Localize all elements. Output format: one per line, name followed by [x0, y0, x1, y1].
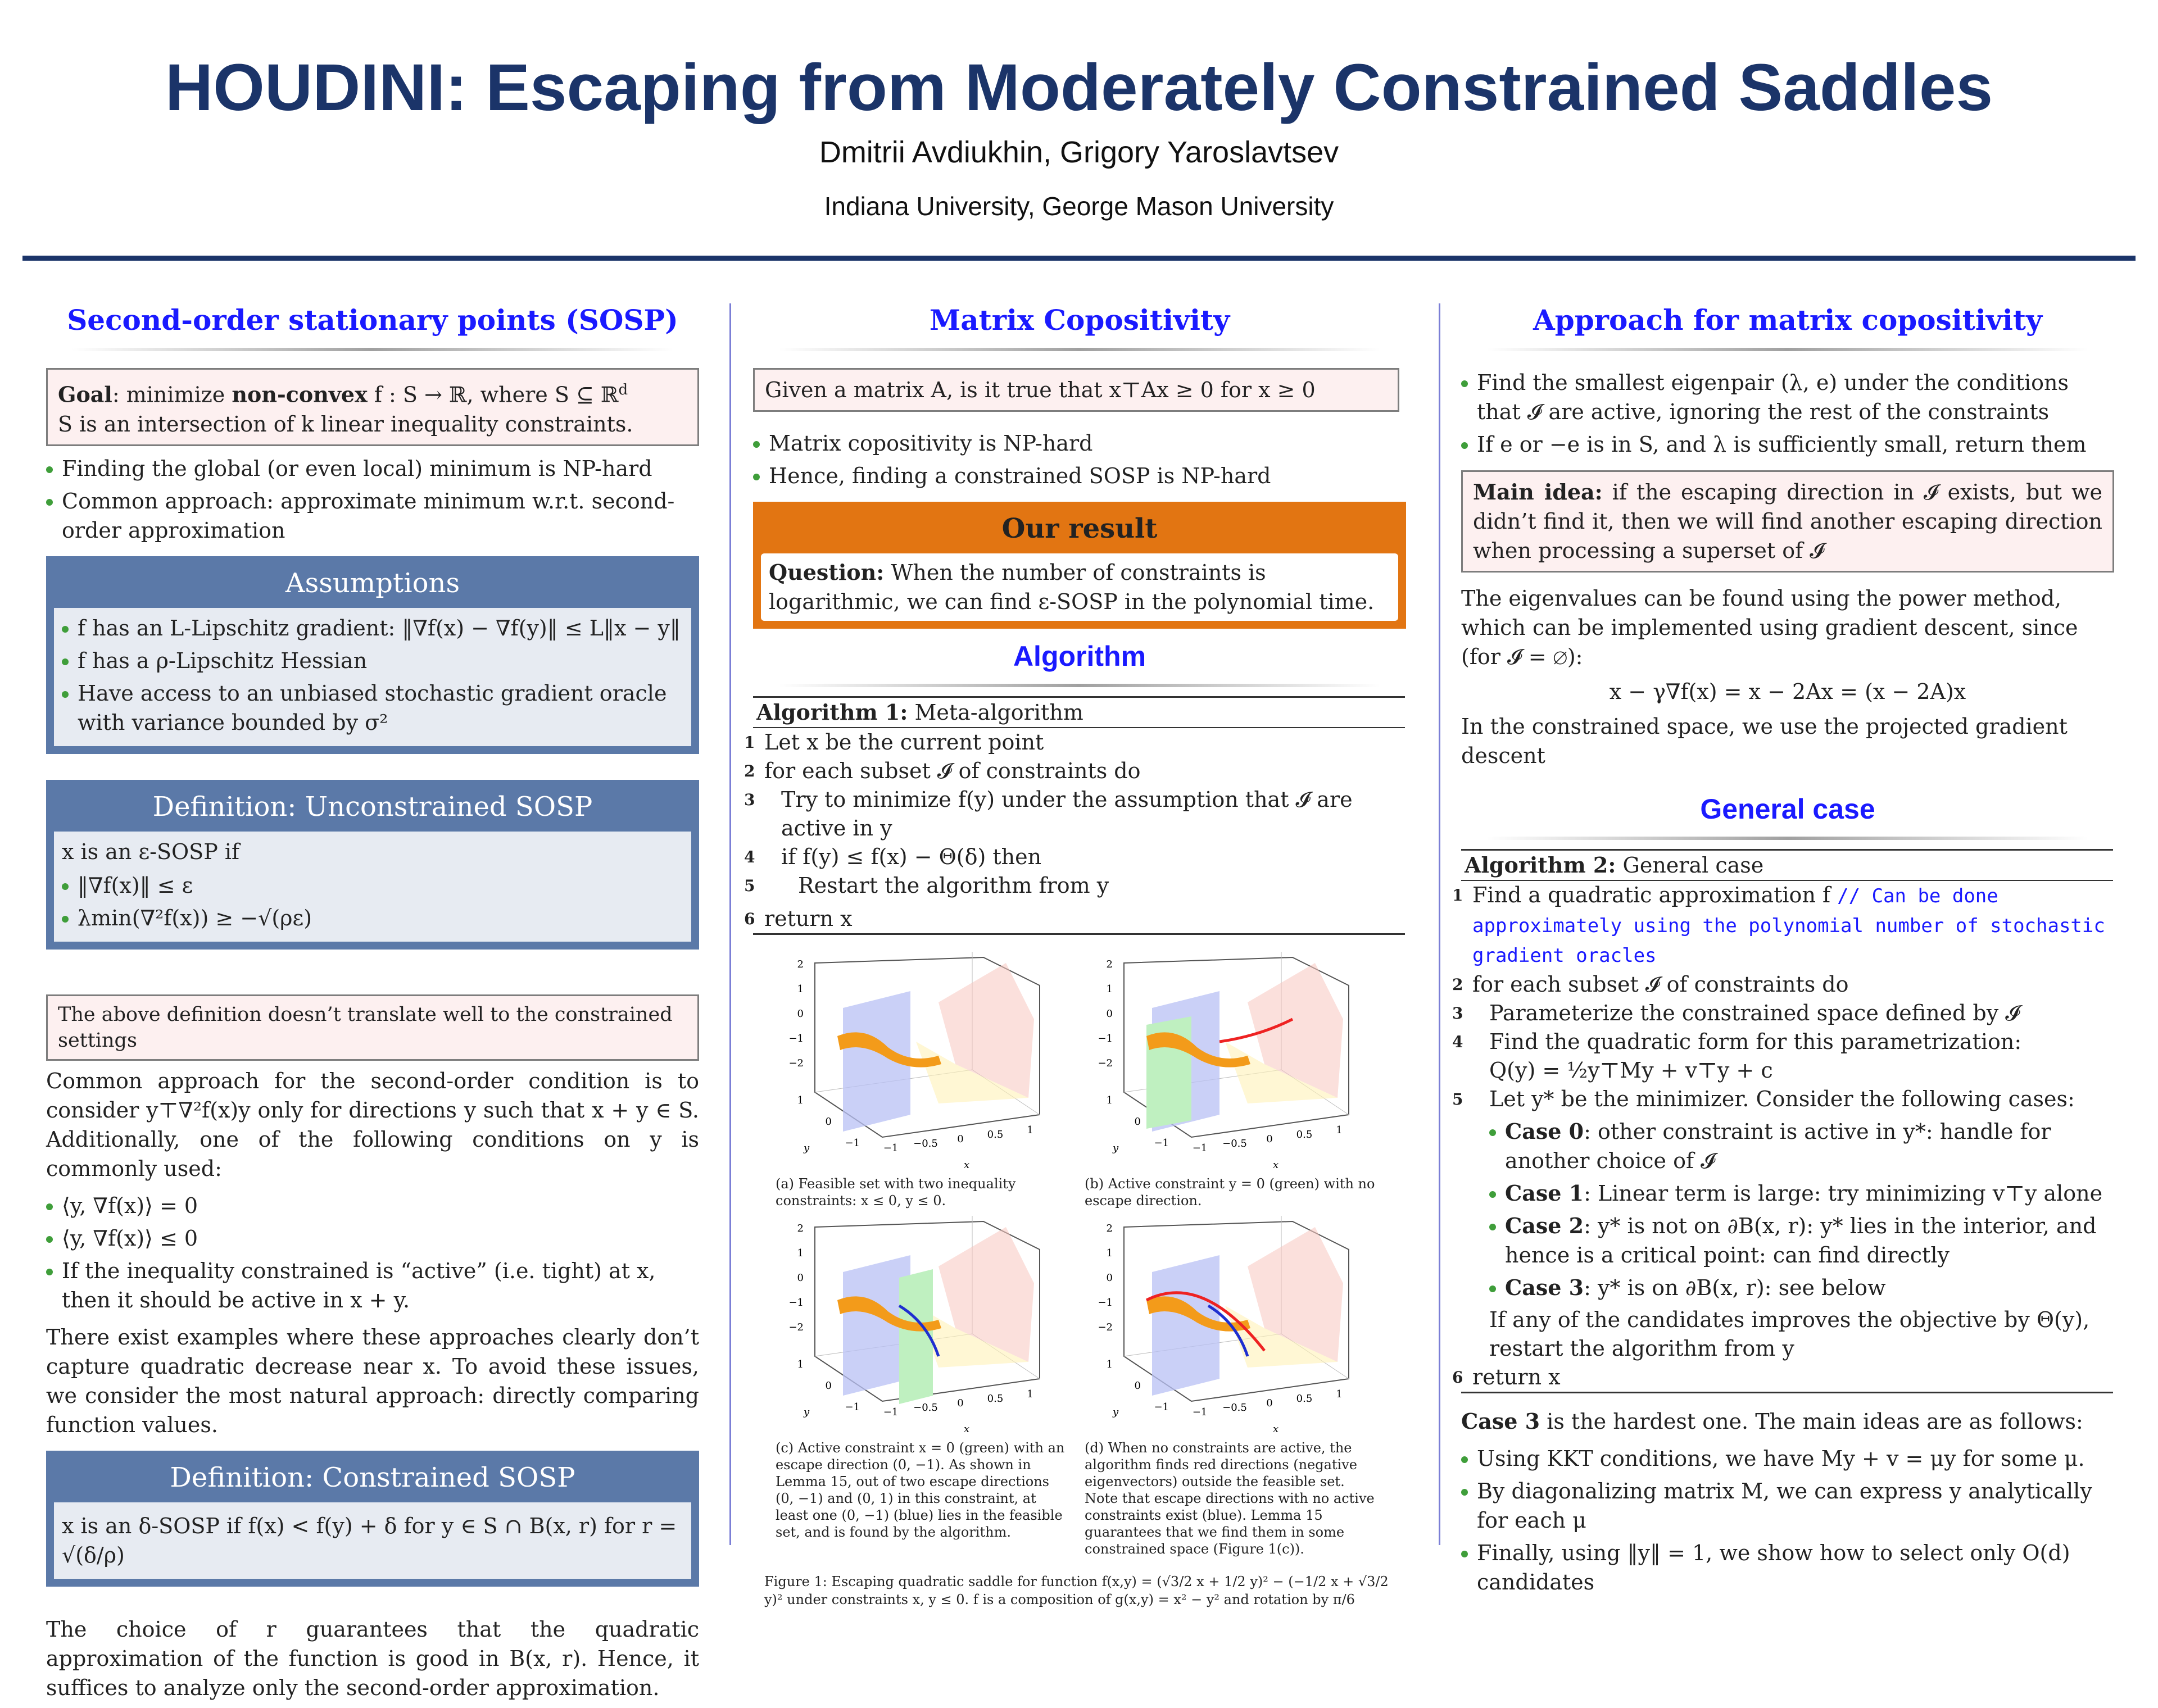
z-tick-label: −2 — [1098, 1321, 1113, 1333]
main-idea-label: Main idea: — [1473, 479, 1603, 505]
section-title-copositivity: Matrix Copositivity — [929, 303, 1230, 337]
section-rule — [779, 348, 1380, 351]
algorithm-line: 1 Find a quadratic approximation f // Can be done approximately using the polynomial number of stochastic gradient oracles — [1452, 883, 2105, 967]
y-tick-label: 1 — [797, 1359, 804, 1370]
z-tick-label: 1 — [797, 1247, 804, 1259]
y-tick-label: 0 — [1134, 1116, 1141, 1128]
x-tick-label: −0.5 — [913, 1402, 938, 1414]
x-axis-label: x — [1273, 1423, 1279, 1435]
z-tick-label: 2 — [797, 1223, 804, 1234]
z-tick-label: 0 — [1106, 1008, 1113, 1020]
poster-title: HOUDINI: Escaping from Moderately Constrained Saddles — [165, 51, 1993, 125]
algorithm-line: 2 for each subset 𝓘 of constraints do — [744, 758, 1141, 783]
case-item: Case 2: y* is not on ∂B(x, r): y* lies in the interior, and hence is a critical point: can find directly — [1489, 1211, 2113, 1270]
algorithm-line: 5 Restart the algorithm from y — [744, 873, 1109, 898]
assumptions-title: Assumptions — [285, 567, 460, 599]
algorithm-line: 6 return x — [753, 905, 1405, 935]
paragraph: Case 3 is the hardest one. The main ideas are as follows: — [1461, 1409, 2083, 1434]
y-tick-label: 1 — [1106, 1094, 1113, 1106]
y-tick-label: −1 — [845, 1401, 860, 1413]
section-title-algorithm: Algorithm — [1013, 640, 1146, 672]
z-tick-label: −1 — [788, 1033, 804, 1044]
definition-constrained-box — [46, 1451, 699, 1587]
goal-box — [46, 368, 699, 446]
x-tick-label: 1 — [1336, 1388, 1343, 1400]
algorithm-line: 4 if f(y) ≤ f(x) − Θ(δ) then — [744, 844, 1042, 869]
question-text: When the number of constraints is logarithmic, we can find ε-SOSP in the polynomial time. — [769, 560, 1375, 614]
equation: x − γ∇f(x) = x − 2Ax = (x − 2A)x — [1609, 679, 1966, 704]
case-item: Case 0: other constraint is active in y*: handle for another choice of 𝓘 — [1489, 1117, 2113, 1175]
z-tick-label: 0 — [797, 1008, 804, 1020]
z-tick-label: 1 — [1106, 1247, 1113, 1259]
x-axis-label: x — [964, 1423, 970, 1435]
paragraph: The choice of r guarantees that the quadratic approximation of the function is good in B(x, r). Hence, it suffices to analyze only the second-order approximation. — [46, 1616, 699, 1700]
x-tick-label: 0 — [1266, 1133, 1273, 1145]
paragraph: In the constrained space, we use the projected gradient descent — [1461, 714, 2068, 768]
x-axis-label: x — [964, 1159, 970, 1171]
x-tick-label: −1 — [883, 1406, 899, 1418]
bullet-item: If e or −e is in S, and λ is sufficiently small, return them — [1461, 430, 2114, 459]
algorithm-line: 3 Try to minimize f(y) under the assumption that 𝓘 are active in y — [744, 787, 1353, 841]
warning-box: The above definition doesn’t translate well to the constrained settings — [46, 994, 699, 1061]
paragraph: Common approach for the second-order condition is to consider y⊤∇²f(x)y only for directions y such that x + y ∈ S. Additionally, one of the following conditions on y is commonly used: — [46, 1068, 699, 1181]
bullet-item: Finally, using ‖y‖ = 1, we show how to select only O(d) candidates — [1461, 1538, 2114, 1597]
figure-caption: Figure 1: Escaping quadratic saddle for function f(x,y) = (√3/2 x + 1/2 y)² − (−1/2 x + √3/2 y)² under constraints x, y ≤ 0. f is a composition of g(x,y) = x² − y² and rotation by π/6 — [764, 1574, 1389, 1607]
x-tick-label: 0.5 — [1296, 1393, 1313, 1405]
question-label: Question: — [769, 560, 885, 585]
z-tick-label: −2 — [788, 1321, 804, 1333]
x-tick-label: 0.5 — [1296, 1129, 1313, 1141]
algorithm-comment: // Can be done approximately using the polynomial number of stochastic gradient oracles — [1472, 885, 2105, 967]
definition-unconstrained-box — [46, 780, 699, 950]
x-axis-label: x — [1273, 1159, 1279, 1171]
bullet-item: By diagonalizing matrix M, we can express y analytically for each μ — [1461, 1477, 2114, 1535]
plot-panel — [770, 952, 1062, 1171]
goal-label: Goal — [58, 381, 112, 407]
z-tick-label: 0 — [797, 1272, 804, 1284]
x-tick-label: 0 — [1266, 1397, 1273, 1409]
y-tick-label: 1 — [1106, 1359, 1113, 1370]
x-tick-label: −0.5 — [1222, 1138, 1247, 1150]
main-idea-box — [1461, 470, 2114, 573]
y-tick-label: −1 — [845, 1137, 860, 1149]
panel-caption-b: (b) Active constraint y = 0 (green) with no escape direction. — [1085, 1176, 1375, 1209]
definition-unconstrained-title: Definition: Unconstrained SOSP — [152, 791, 593, 823]
z-tick-label: 2 — [1106, 959, 1113, 970]
x-tick-label: 0 — [957, 1397, 964, 1409]
bullet-item: Using KKT conditions, we have My + v = μy for some μ. — [1461, 1444, 2114, 1473]
x-tick-label: 0 — [957, 1133, 964, 1145]
bullet-item: Finding the global (or even local) minimum is NP-hard — [46, 454, 699, 483]
y-tick-label: 0 — [825, 1116, 832, 1128]
algorithm-1-header: Algorithm 1: Meta-algorithm — [753, 696, 1405, 728]
case-item: Case 1: Linear term is large: try minimizing v⊤y alone — [1489, 1179, 2113, 1208]
y-axis-label: y — [804, 1406, 810, 1418]
column-divider — [1439, 303, 1440, 1545]
y-tick-label: 0 — [825, 1380, 832, 1392]
y-tick-label: 0 — [1134, 1380, 1141, 1392]
x-tick-label: 1 — [1027, 1124, 1033, 1136]
definition-constrained-title: Definition: Constrained SOSP — [170, 1461, 575, 1493]
assumptions-list — [62, 614, 683, 737]
goal-line-2: S is an intersection of k linear inequality constraints. — [58, 411, 633, 437]
approach-list — [1461, 368, 2114, 459]
section-rule — [72, 348, 673, 351]
column-divider — [729, 303, 731, 1545]
algorithm-line: 6 return x — [1461, 1363, 2113, 1393]
main-idea-text: if the escaping direction in 𝓘 exists, but we didn’t find it, then we will find another escaping direction when processing a superset of 𝓘 — [1473, 480, 2102, 563]
x-tick-label: −0.5 — [1222, 1402, 1247, 1414]
condition-item: ⟨y, ∇f(x)⟩ ≤ 0 — [46, 1224, 699, 1253]
x-tick-label: −1 — [1192, 1406, 1208, 1418]
goal-bold: non-convex — [232, 381, 368, 407]
copositivity-list — [753, 429, 1406, 490]
header-rule — [22, 256, 2136, 261]
section-title-general-case: General case — [1700, 793, 1875, 825]
condition-item: ⟨y, ∇f(x)⟩ = 0 — [46, 1191, 699, 1220]
x-tick-label: 1 — [1336, 1124, 1343, 1136]
algorithm-2 — [1452, 849, 2113, 1393]
z-tick-label: −1 — [1098, 1297, 1113, 1309]
panel-caption-a: (a) Feasible set with two inequality constraints: x ≤ 0, y ≤ 0. — [776, 1176, 1016, 1209]
paragraph: There exist examples where these approaches clearly don’t capture quadratic decrease near x. To avoid these issues, we consider the most natural approach: directly comparing function values. — [46, 1324, 699, 1437]
algorithm-line: If any of the candidates improves the objective by Θ(y), restart the algorithm from y — [1489, 1307, 2090, 1361]
z-tick-label: 1 — [1106, 983, 1113, 995]
paragraph: The eigenvalues can be found using the power method, which can be implemented using gradient descent, since (for 𝓘 = ∅): — [1461, 586, 2078, 669]
bullet-item: Find the smallest eigenpair (λ, e) under the conditions that 𝓘 are active, ignoring the rest of the constraints — [1461, 368, 2114, 426]
section-title-sosp: Second-order stationary points (SOSP) — [67, 303, 678, 337]
section-rule — [1487, 837, 2088, 840]
definition-item: λmin(∇²f(x)) ≥ −√(ρε) — [62, 903, 683, 933]
algorithm-line: 5 Let y* be the minimizer. Consider the following cases: — [1452, 1087, 2075, 1111]
algorithm-line: 2 for each subset 𝓘 of constraints do — [1452, 972, 1849, 997]
figure-1 — [753, 952, 1406, 1615]
x-tick-label: 0.5 — [987, 1129, 1004, 1141]
plot-panel — [1079, 952, 1371, 1171]
condition-item: If the inequality constrained is “active” (i.e. tight) at x, then it should be active in x + y. — [46, 1256, 699, 1315]
cases-list — [1489, 1117, 2113, 1302]
y-axis-label: y — [804, 1142, 810, 1154]
z-tick-label: −2 — [1098, 1057, 1113, 1069]
goal-text: : minimize — [112, 382, 232, 407]
panel-caption-c: (c) Active constraint x = 0 (green) with an escape direction (0, −1). As shown in Lemma 15, out of two escape directions (0, −1) and (0, 1) in this constraint, at least one (0, −1) (blue) lies in the feasible set, and is found by the algorithm. — [776, 1440, 1065, 1540]
y-axis-label: y — [1113, 1142, 1119, 1154]
y-tick-label: −1 — [1154, 1401, 1169, 1413]
algorithm-2-header: Algorithm 2: General case — [1461, 849, 2113, 881]
plot-panel — [770, 1216, 1062, 1435]
column-middle — [744, 303, 1406, 1615]
x-tick-label: −1 — [883, 1142, 899, 1154]
definition-intro: x is an ε-SOSP if — [62, 839, 240, 864]
section-title-approach: Approach for matrix copositivity — [1533, 303, 2043, 337]
x-tick-label: 0.5 — [987, 1393, 1004, 1405]
z-tick-label: 2 — [797, 959, 804, 970]
goal-text-2: f : S → ℝ, where S ⊆ ℝ — [367, 382, 619, 407]
z-tick-label: −2 — [788, 1057, 804, 1069]
x-tick-label: 1 — [1027, 1388, 1033, 1400]
copositivity-box: Given a matrix A, is it true that x⊤Ax ≥ 0 for x ≥ 0 — [753, 368, 1399, 412]
assumption-item: f has a ρ-Lipschitz Hessian — [62, 646, 683, 675]
bullet-item: Matrix copositivity is NP-hard — [753, 429, 1406, 458]
bullet-item: Hence, finding a constrained SOSP is NP-hard — [753, 461, 1406, 490]
column-right — [1452, 303, 2114, 1605]
section-rule — [779, 684, 1380, 687]
assumptions-box — [46, 556, 699, 754]
z-tick-label: 0 — [1106, 1272, 1113, 1284]
section-rule — [1487, 348, 2088, 351]
z-tick-label: 1 — [797, 983, 804, 995]
algorithm-line: 4 Find the quadratic form for this parametrization: Q(y) = ½y⊤My + v⊤y + c — [1452, 1029, 2022, 1083]
assumption-item: f has an L-Lipschitz gradient: ‖∇f(x) − ∇f(y)‖ ≤ L‖x − y‖ — [62, 614, 683, 643]
goal-sup: d — [618, 381, 628, 398]
affiliations: Indiana University, George Mason University — [824, 192, 1334, 221]
our-result-title: Our result — [1001, 513, 1158, 544]
z-tick-label: −1 — [788, 1297, 804, 1309]
y-axis-label: y — [1113, 1406, 1119, 1418]
our-result-box — [753, 502, 1406, 629]
algorithm-line: 3 Parameterize the constrained space defined by 𝓘 — [1452, 1001, 2020, 1025]
panel-caption-d: (d) When no constraints are active, the algorithm finds red directions (negative eigenvectors) outside the feasible set. Note that escape directions with no active constraints exist (blue). Lemma 15 guarantees that we find them in some constrained space (Figure 1(c)). — [1085, 1440, 1375, 1557]
z-tick-label: −1 — [1098, 1033, 1113, 1044]
authors: Dmitrii Avdiukhin, Grigory Yaroslavtsev — [819, 135, 1339, 169]
bullet-item: Common approach: approximate minimum w.r.t. second-order approximation — [46, 487, 699, 545]
algorithm-1 — [744, 696, 1405, 935]
assumption-item: Have access to an unbiased stochastic gradient oracle with variance bounded by σ² — [62, 679, 683, 737]
z-tick-label: 2 — [1106, 1223, 1113, 1234]
algorithm-line: 1 Let x be the current point — [744, 730, 1044, 755]
plot-panel — [1079, 1216, 1371, 1435]
definition-list — [62, 871, 683, 933]
bullet-list — [46, 454, 699, 545]
y-tick-label: 1 — [797, 1094, 804, 1106]
case3-list — [1461, 1444, 2114, 1597]
definition-item: ‖∇f(x)‖ ≤ ε — [62, 871, 683, 900]
x-tick-label: −0.5 — [913, 1138, 938, 1150]
condition-list — [46, 1191, 699, 1315]
definition-constrained-text: x is an δ-SOSP if f(x) < f(y) + δ for y ∈ S ∩ B(x, r) for r = √(δ/ρ) — [54, 1502, 691, 1579]
y-tick-label: −1 — [1154, 1137, 1169, 1149]
column-left — [46, 303, 699, 1708]
x-tick-label: −1 — [1192, 1142, 1208, 1154]
case-item: Case 3: y* is on ∂B(x, r): see below — [1489, 1273, 2113, 1302]
